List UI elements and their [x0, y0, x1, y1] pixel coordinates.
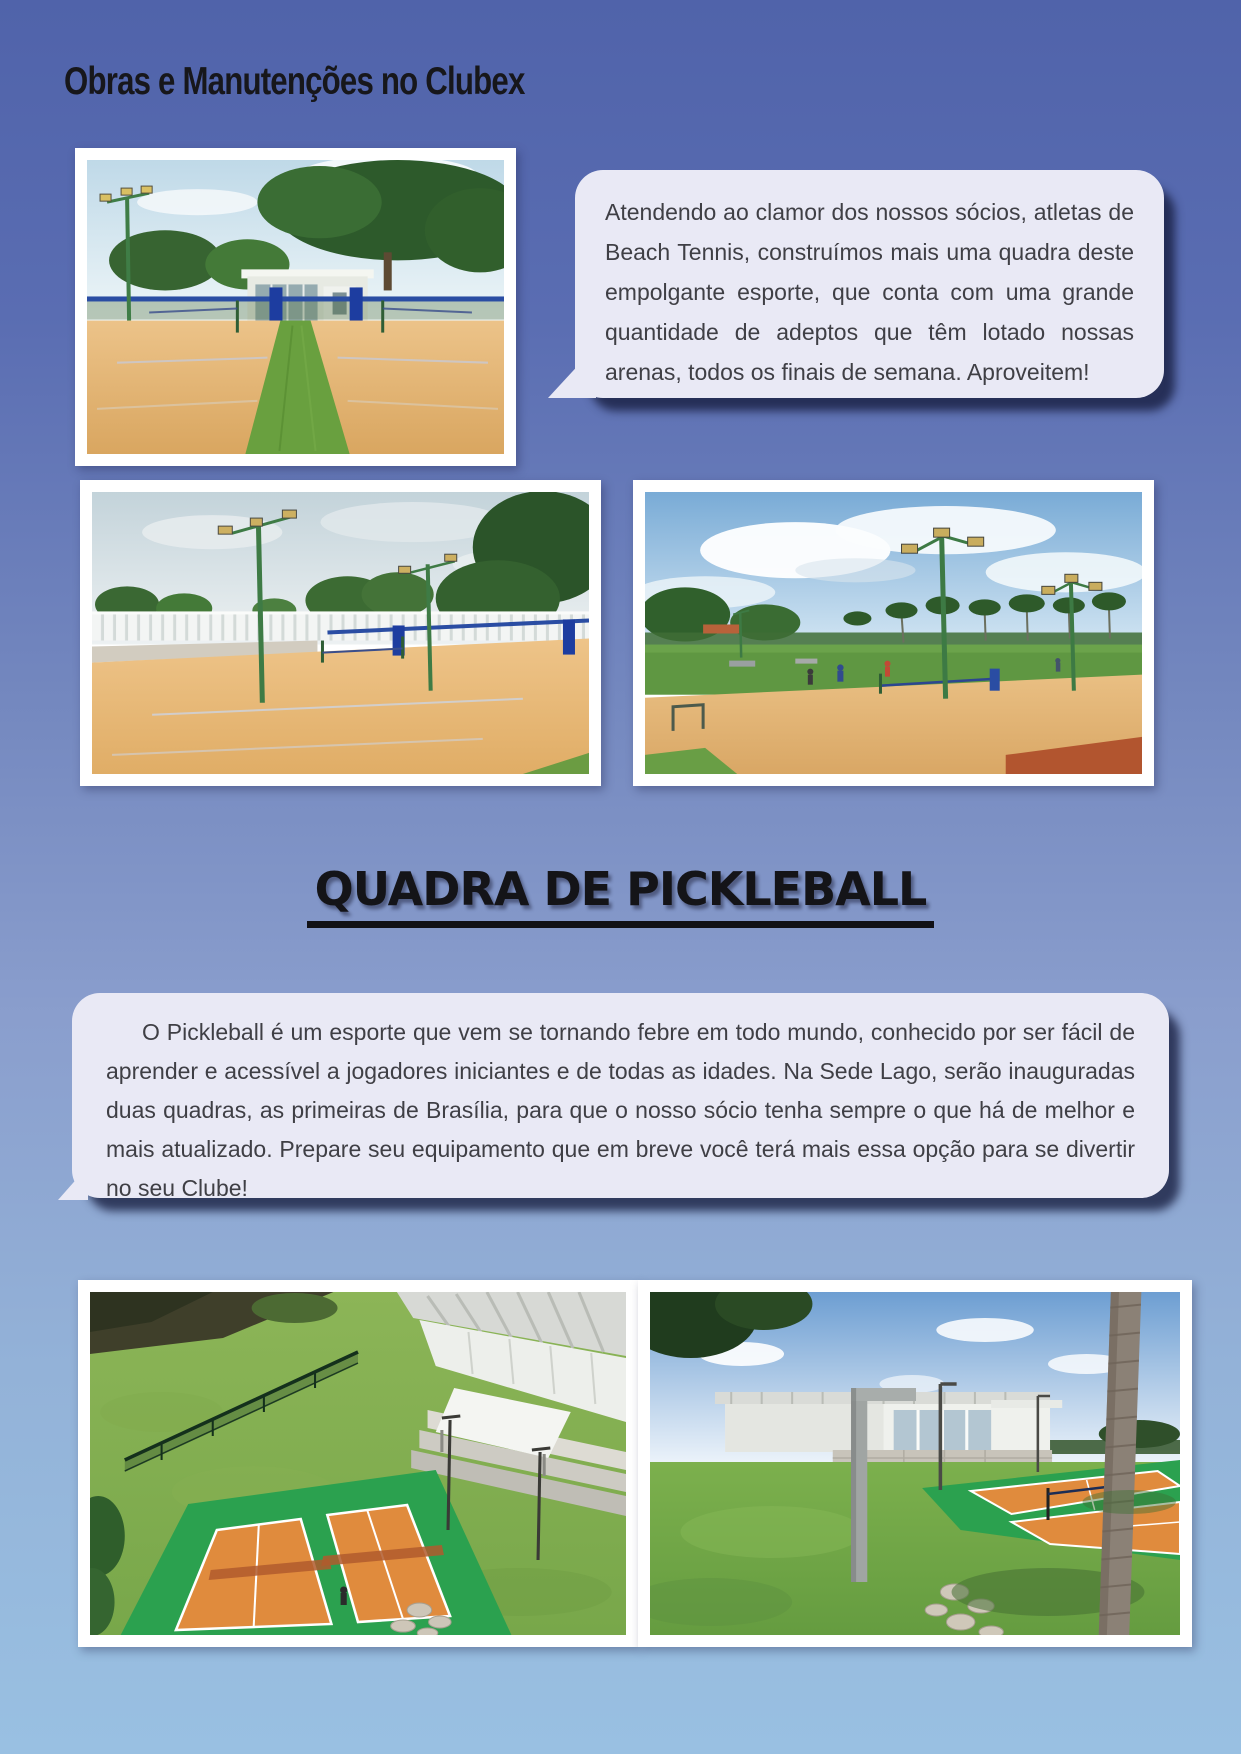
photo-beach-tennis-side: [80, 480, 601, 786]
speech-bubble-pickleball: [72, 993, 1169, 1201]
bubble-beach-tennis-text: Atendendo ao clamor dos nossos sócios, atletas de Beach Tennis, construímos mais uma quadra deste empolgante esporte, que conta com uma grande quantidade de adeptos que têm lotado nossas arenas, todos os finais de semana. Aproveitem!: [605, 199, 1134, 385]
section-title-wrap: [0, 862, 1241, 928]
beach-front-illustration: [87, 160, 504, 454]
photo-render-aerial: [78, 1280, 638, 1647]
section-title: QUADRA DE PICKLEBALL: [307, 862, 935, 928]
bubble-pickleball-text: O Pickleball é um esporte que vem se tornando febre em todo mundo, conhecido por ser fácil de aprender e acessível a jogadores iniciantes e de todas as idades. Na Sede Lago, serão inauguradas duas quadras, as primeiras de Brasília, para que o nosso sócio tenha sempre o que há de melhor e mais atualizado. Prepare seu equipamento que em breve você terá mais essa opção para se divertir no seu Clube!: [106, 1019, 1135, 1201]
photo-render-ground: [638, 1280, 1192, 1647]
beach-wide-illustration: [645, 492, 1142, 774]
render-aerial-illustration: [90, 1292, 626, 1635]
speech-bubble-beach-tennis: [575, 170, 1164, 398]
bubble-tail: [548, 346, 596, 398]
bubble-tail: [58, 1166, 88, 1200]
photo-beach-tennis-wide: [633, 480, 1154, 786]
beach-side-illustration: [92, 492, 589, 774]
page-title: Obras e Manutenções no Clubex: [64, 60, 525, 103]
render-ground-illustration: [650, 1292, 1180, 1635]
photo-beach-tennis-front: [75, 148, 516, 466]
